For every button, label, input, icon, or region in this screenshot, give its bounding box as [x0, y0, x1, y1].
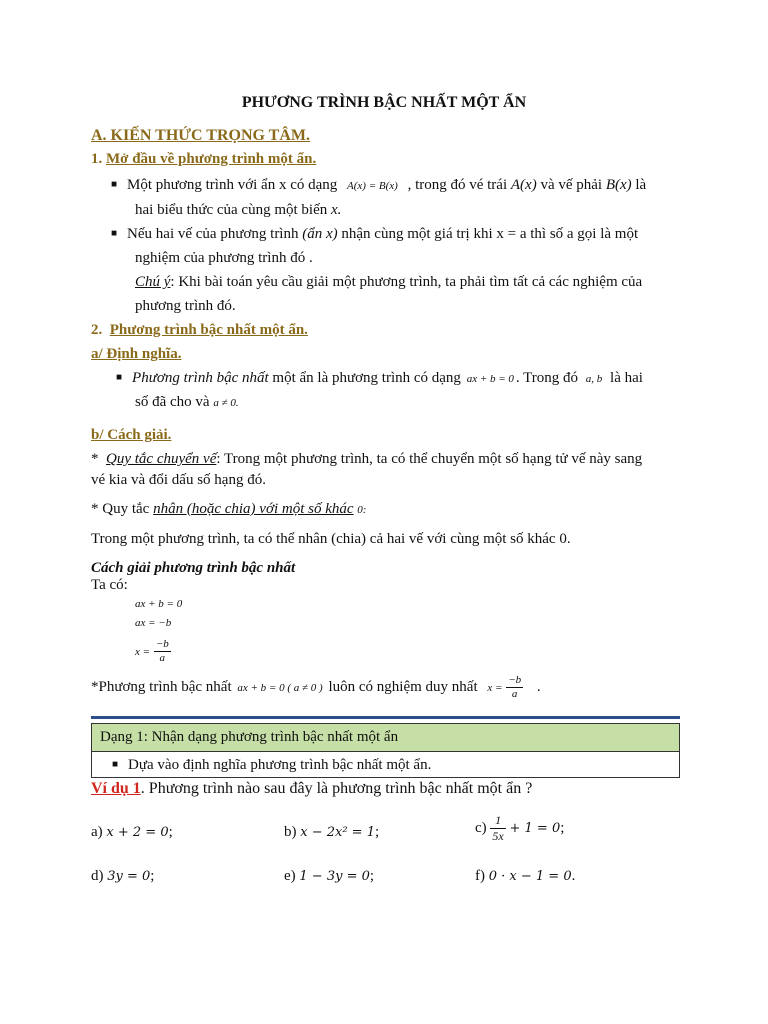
howto-heading: Cách giải phương trình bậc nhất [91, 560, 296, 576]
fraction: $\frac{-b}{a}$ [508, 674, 522, 700]
section-1-label: Mở đầu về phương trình một ẩn. [106, 151, 317, 167]
note-label: Chú ý [135, 274, 171, 290]
definition-line-2: số đã cho và a ≠ 0. [135, 394, 239, 410]
option-f: f) 0 · x − 1 = 0. [475, 868, 576, 884]
box-top-rule [91, 716, 680, 719]
bullet-square-icon: ■ [116, 372, 123, 383]
type-1-box [91, 723, 680, 778]
rule-2-heading: * Quy tắc nhân (hoặc chia) với một số khác 0: [91, 501, 367, 517]
fraction: $\frac{-b}{a}$ [155, 638, 169, 664]
bullet-square-icon: ■ [111, 179, 118, 190]
bullet-1-line-2: hai biểu thức của cùng một biến x. [135, 202, 342, 218]
bullet-1-line-1: ■ Một phương trình với ẩn x có dạng A(x) = B(x) , trong đó vé trái A(x) và vế phải B(x) là [111, 177, 647, 193]
bullet-2-line-2: nghiệm của phương trình đó . [135, 250, 313, 266]
option-b: b) x − 2x² = 1; [284, 824, 380, 840]
type-1-row: ■ Dựa vào định nghĩa phương trình bậc nhất một ẩn. [112, 757, 432, 773]
section-1-number: 1. [91, 151, 103, 167]
section-1-heading [91, 151, 316, 168]
step-3: x = $\frac{-b}{a}$ [135, 638, 169, 664]
bullet-square-icon: ■ [112, 759, 119, 770]
section-2-heading: 2. Phương trình bậc nhất một ẩn. [91, 322, 308, 338]
solve-heading: b/ Cách giải. [91, 427, 172, 443]
option-c: c) $\frac{1}{5x}$ + 1 = 0; [475, 813, 565, 843]
step-1: ax + b = 0 [135, 598, 183, 610]
type-1-heading: Dạng 1: Nhận dạng phương trình bậc nhất một ẩn [92, 724, 679, 752]
bullet-square-icon: ■ [111, 228, 118, 239]
note-line-1: Chú ý: Khi bài toán yêu cầu giải một phương trình, ta phải tìm tất cả các nghiệm của [135, 274, 643, 290]
option-e: e) 1 − 3y = 0; [284, 868, 375, 884]
ta-co-label: Ta có: [91, 577, 128, 593]
conclusion-line: *Phương trình bậc nhất ax + b = 0 ( a ≠ 0 ) luôn có nghiệm duy nhất x = $\frac{-b}{a}$ . [91, 674, 541, 700]
rule-1-line-2: vé kia và đổi dấu số hạng đó. [91, 472, 266, 488]
option-a: a) x + 2 = 0; [91, 824, 173, 840]
rule-2-text: Trong một phương trình, ta có thể nhân (chia) cả hai vế với cùng một số khác 0. [91, 531, 571, 547]
definition-heading: a/ Định nghĩa. [91, 346, 182, 362]
page-title: PHƯƠNG TRÌNH BẬC NHẤT MỘT ẨN [241, 94, 527, 111]
fraction: $\frac{1}{5x}$ [492, 813, 504, 843]
math-ax-eq-bx: A(x) = B(x) [347, 180, 398, 192]
example-1-line: Ví dụ 1. Phương trình nào sau đây là phương trình bậc nhất một ẩn ? [91, 780, 533, 797]
section-a-heading: A. KIẾN THỨC TRỌNG TÂM. [91, 127, 310, 144]
definition-line-1: ■ Phương trình bậc nhất một ẩn là phương trình có dạng ax + b = 0 . Trong đó a, b là hai [116, 370, 643, 386]
rule-1-line-1: * Quy tắc chuyển vế: Trong một phương trình, ta có thể chuyển một số hạng tử vế này sang [91, 451, 643, 467]
option-d: d) 3y = 0; [91, 868, 155, 884]
step-2: ax = −b [135, 617, 172, 629]
example-1-label: Ví dụ 1 [91, 780, 141, 797]
note-line-2: phương trình đó. [135, 298, 236, 314]
bullet-2-line-1: ■ Nếu hai vế của phương trình (ẩn x) nhận cùng một giá trị khi x = a thì số a gọi là một [111, 226, 639, 242]
